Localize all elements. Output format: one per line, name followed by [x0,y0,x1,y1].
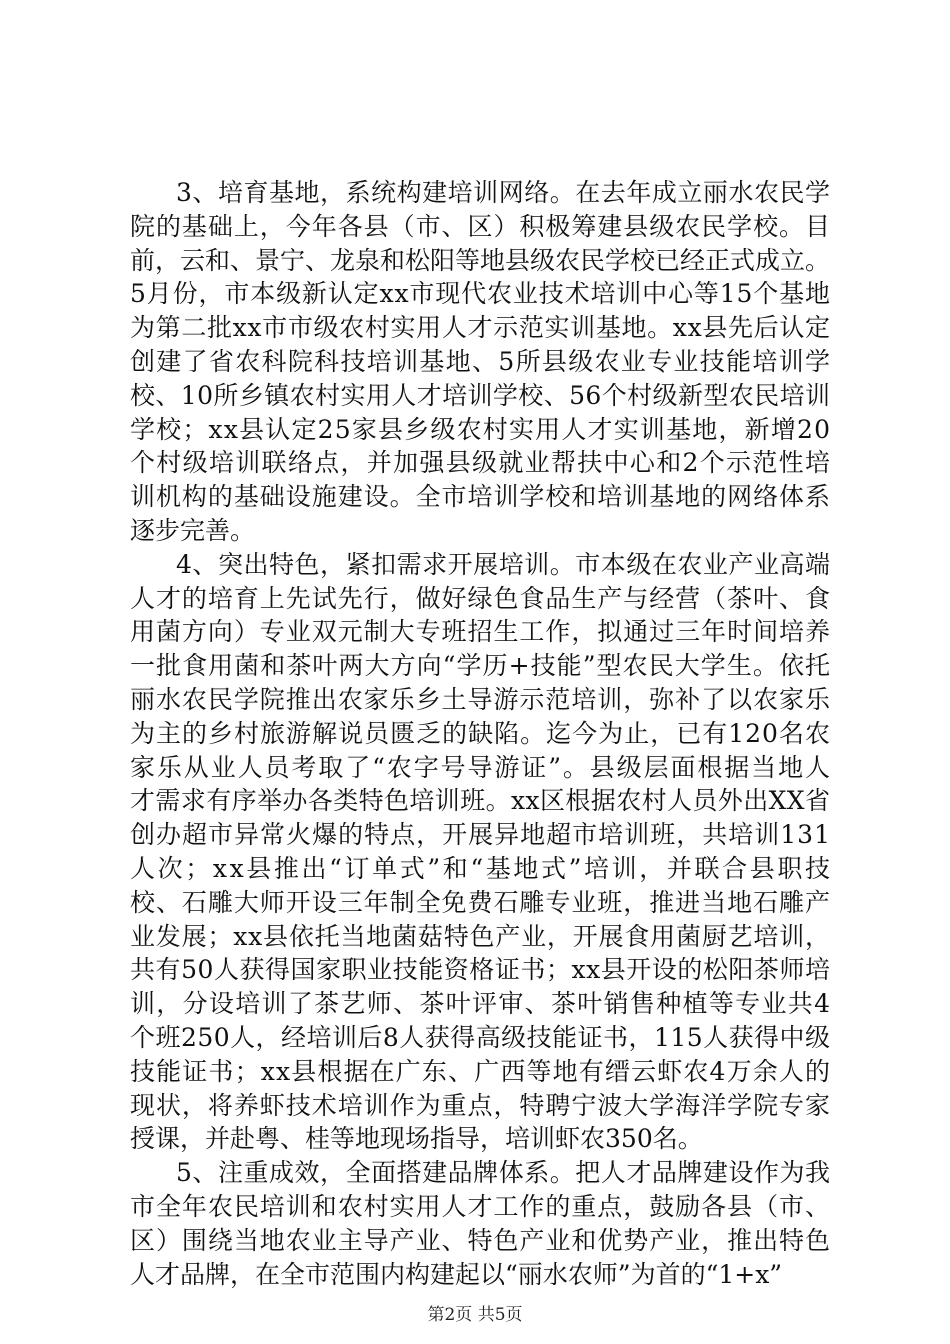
paragraph-line: 家乐从业人员考取了“农字号导游证”。县级层面根据当地人 [130,752,832,782]
paragraph-first-line: 4、突出特色，紧扣需求开展培训。市本级在农业产业高端 [176,549,831,579]
page-footer: 第2页 共5页 [427,1305,523,1325]
paragraph-line: 前，云和、景宁、龙泉和松阳等地县级农民学校已经正式成立。 [130,245,830,275]
paragraph-line: 才需求有序举办各类特色培训班。xx区根据农村人员外出XX省 [130,786,831,816]
paragraph-line: 创建了省农科院科技培训基地、5所县级农业专业技能培训学 [130,347,832,376]
paragraph-line: 人次；xx县推出“订单式”和“基地式”培训，并联合县职技 [130,854,833,883]
paragraph-line: 校、石雕大师开设三年制全免费石雕专业班，推进当地石雕产 [130,887,831,917]
paragraph-line: 训机构的基础设施建设。全市培训学校和培训基地的网络体系 [130,482,831,512]
paragraph-line: 创办超市异常火爆的特点，开展异地超市培训班，共培训131 [130,820,831,850]
paragraph-line: 丽水农民学院推出农家乐乡土导游示范培训，弥补了以农家乐 [130,685,831,714]
paragraph-line: 个村级培训联络点，并加强县级就业帮扶中心和2个示范性培 [130,448,832,478]
paragraph-line: 院的基础上，今年各县（市、区）积极筹建县级农民学校。目 [130,211,831,241]
paragraph-line: 人才品牌，在全市范围内构建起以“丽水农师”为首的“1+x” [130,1259,783,1289]
paragraph-line: 共有50人获得国家职业技能资格证书；xx县开设的松阳茶师培 [130,955,831,985]
paragraph-first-line: 3、培育基地，系统构建培训网络。在去年成立丽水农民学 [176,178,831,207]
paragraph-line: 区）围绕当地农业主导产业、特色产业和优势产业，推出特色 [130,1225,831,1255]
paragraph-line: 为主的乡村旅游解说员匮乏的缺陷。迄今为止，已有120名农 [130,718,831,748]
paragraph-line: 为第二批xx市市级农村实用人才示范实训基地。xx县先后认定 [130,313,831,343]
paragraph-line: 授课，并赴粤、桂等地现场指导，培训虾农350名。 [130,1124,703,1154]
paragraph-line: 个班250人，经培训后8人获得高级技能证书，115人获得中级 [130,1023,831,1052]
paragraph-line: 技能证书；xx县根据在广东、广西等地有缙云虾农4万余人的 [130,1056,832,1086]
paragraph-line: 用菌方向）专业双元制大专班招生工作，拟通过三年时间培养 [130,617,831,647]
paragraph-line: 5月份，市本级新认定xx市现代农业技术培训中心等15个基地 [130,279,831,309]
paragraph-line: 业发展；xx县依托当地菌菇特色产业，开展食用菌厨艺培训， [130,921,831,951]
paragraph-line: 现状，将养虾技术培训作为重点，特聘宁波大学海洋学院专家 [130,1090,831,1120]
paragraph-line: 一批食用菌和茶叶两大方向“学历+技能”型农民大学生。依托 [130,651,832,681]
paragraph-line: 市全年农民培训和农村实用人才工作的重点，鼓励各县（市、 [130,1192,831,1221]
paragraph-line: 逐步完善。 [130,516,256,545]
paragraph-first-line: 5、注重成效，全面搭建品牌体系。把人才品牌建设作为我 [176,1158,831,1188]
paragraph-line: 训，分设培训了茶艺师、茶叶评审、茶叶销售种植等专业共4 [130,989,832,1019]
paragraph-line: 学校；xx县认定25家县乡级农村实用人才实训基地，新增20 [130,414,832,444]
paragraph-line: 校、10所乡镇农村实用人才培训学校、56个村级新型农民培训 [130,380,831,410]
paragraph-line: 人才的培育上先试先行，做好绿色食品生产与经营（茶叶、食 [130,583,831,613]
